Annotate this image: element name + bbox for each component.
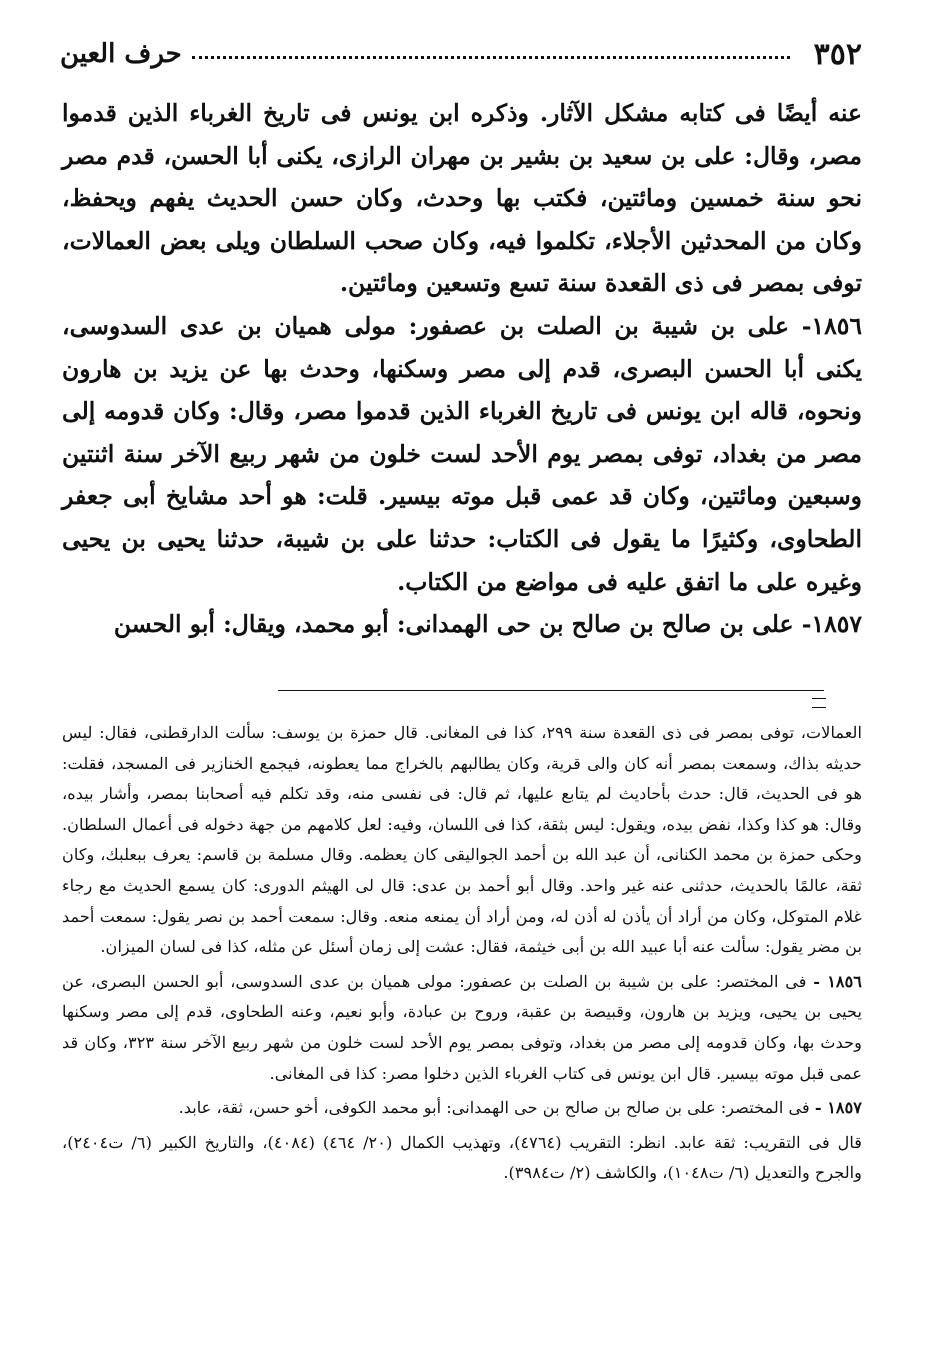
footnote-number-1857: ١٨٥٧ -: [814, 1098, 862, 1118]
entry-text-1856: على بن شيبة بن الصلت بن عصفور: مولى هميان بن عدى السدوسى، يكنى أبا الحسن البصرى، قدم إلى مصر وسكنها، وحدث بها عن يزيد بن هارون ونحوه، قاله ابن يونس فى تاريخ الغرباء الذين قدموا مصر، وقال: وكان قدومه إلى مصر من بغداد، توفى بمصر يوم الأحد لست خلون من شهر ربيع الآخر سنة اثنتين وسبعين ومائتين، وكان قد عمى قبل موته بيسير. قلت: هو أحد مشايخ أبى جعفر الطحاوى، وكثيرًا ما يقول فى الكتاب: حدثنا على بن شيبة، حدثنا يحيى بن يحيى وغيره على ما اتفق عليه فى مواضع من الكتاب.: [62, 311, 862, 596]
footnote-references: قال فى التقريب: ثقة عابد. انظر: التقريب (٤٧٦٤)، وتهذيب الكمال (٢٠/ ٤٦٤) (٤٠٨٤)، والتاريخ الكبير (٦/ ت٢٤٠٤)، والجرح والتعديل (٦/ ت١٠٤٨)، والكاشف (٢/ ت٣٩٨٤).: [62, 1132, 863, 1183]
entry-text-1857: على بن صالح بن صالح بن حى الهمدانى: أبو محمد، ويقال: أبو الحسن: [113, 610, 794, 639]
entry-1857: [62, 603, 862, 646]
footnote-number-1856: ١٨٥٦ -: [813, 971, 862, 991]
chapter-title: حرف العين: [60, 39, 182, 69]
footnote-1856: [62, 967, 862, 1089]
footnote-text-1857: فى المختصر: على بن صالح بن صالح بن حى الهمدانى: أبو محمد الكوفى، أخو حسن، ثقة، عابد.: [178, 1098, 810, 1118]
footnotes: [62, 718, 862, 1189]
main-paragraph-continuation: عنه أيضًا فى كتابه مشكل الآثار. وذكره ابن يونس فى تاريخ الغرباء الذين قدموا مصر، وقال: على بن سعيد بن بشير بن مهران الرازى، يكنى أبا الحسن، قدم مصر نحو سنة خمسين ومائتين، فكتب بها وحدث، وكان حسن الحديث يفهم ويحفظ، وكان من المحدثين الأجلاء، تكلموا فيه، وكان صحب السلطان ويلى بعض العمالات، توفى بمصر فى ذى القعدة سنة تسع وتسعين ومائتين.: [62, 99, 862, 298]
entry-number-1857: ١٨٥٧-: [801, 610, 862, 639]
main-body: [62, 92, 862, 646]
page-number: ٣٥٢: [813, 36, 862, 72]
footnote-divider-mark: [812, 698, 826, 708]
footnote-text-1856: فى المختصر: على بن شيبة بن الصلت بن عصفور: مولى هميان بن عدى السدوسى، أبو الحسن البصرى، عن يحيى بن يحيى، ويزيد بن هارون، وقبيصة بن عقبة، وروح بن عبادة، وأبو نعيم، وعنه الطحاوى، قدم إلى مصر وسكنها وحدث بها، وكان قدومه إلى مصر من بغداد، وتوفى بمصر يوم الأحد لست خلون من شهر ربيع الآخر سنة ٣٢٣، وكان قد عمى قبل موته بيسير. قال ابن يونس فى كتاب الغرباء الذين دخلوا مصر: كذا فى المغانى.: [62, 971, 862, 1083]
entry-number-1856: ١٨٥٦-: [801, 311, 862, 340]
page-header: [60, 32, 862, 76]
footnote-continuation: العمالات، توفى بمصر فى ذى القعدة سنة ٢٩٩، كذا فى المغانى. قال حمزة بن يوسف: سألت الدارقطنى، فقال: ليس حديثه بذاك، وسمعت بمصر أنه كان والى قرية، وكان يطالبهم بالخراج مما يعطونه، فيجمع الخنازير فى المسجد، فقلت: هو فى الحديث، قال: حدث بأحاديث لم يتابع عليها، ثم قال: فى نفسى منه، وقد تكلم فيه أصحابنا بمصر، وأشار بيده، وقال: هو كذا وكذا، نفض بيده، ويقول: ليس بثقة، كذا فى اللسان، وفيه: لعل كلامهم من جهة دخوله فى أعمال السلطان. وحكى حمزة بن محمد الكنانى، أن عبد الله بن أحمد الجواليقى كان يعظمه. وقال مسلمة بن قاسم: يعرف ببعلبك، وكان ثقة، عالمًا بالحديث، حدثنى عنه غير واحد. وقال أبو أحمد بن عدى: قال لى الهيثم الدورى: كان يسمع الحديث مع رجاء غلام المتوكل، وكان من أراد أن يأذن له أذن له، ومن أراد أن يمنعه منعه. وقال: سمعت أحمد بن نصر يقول: سمعت أحمد بن مضر يقول: سألت عنه أبا عبيد الله بن أبى خيثمة، فقال: عشت إلى زمان أسئل عن مثله، كذا فى لسان الميزان.: [62, 723, 862, 957]
footnote-1857: [62, 1093, 862, 1124]
header-dotted-leader: [192, 56, 790, 59]
entry-1856: [62, 305, 862, 603]
footnote-divider: [278, 690, 824, 691]
